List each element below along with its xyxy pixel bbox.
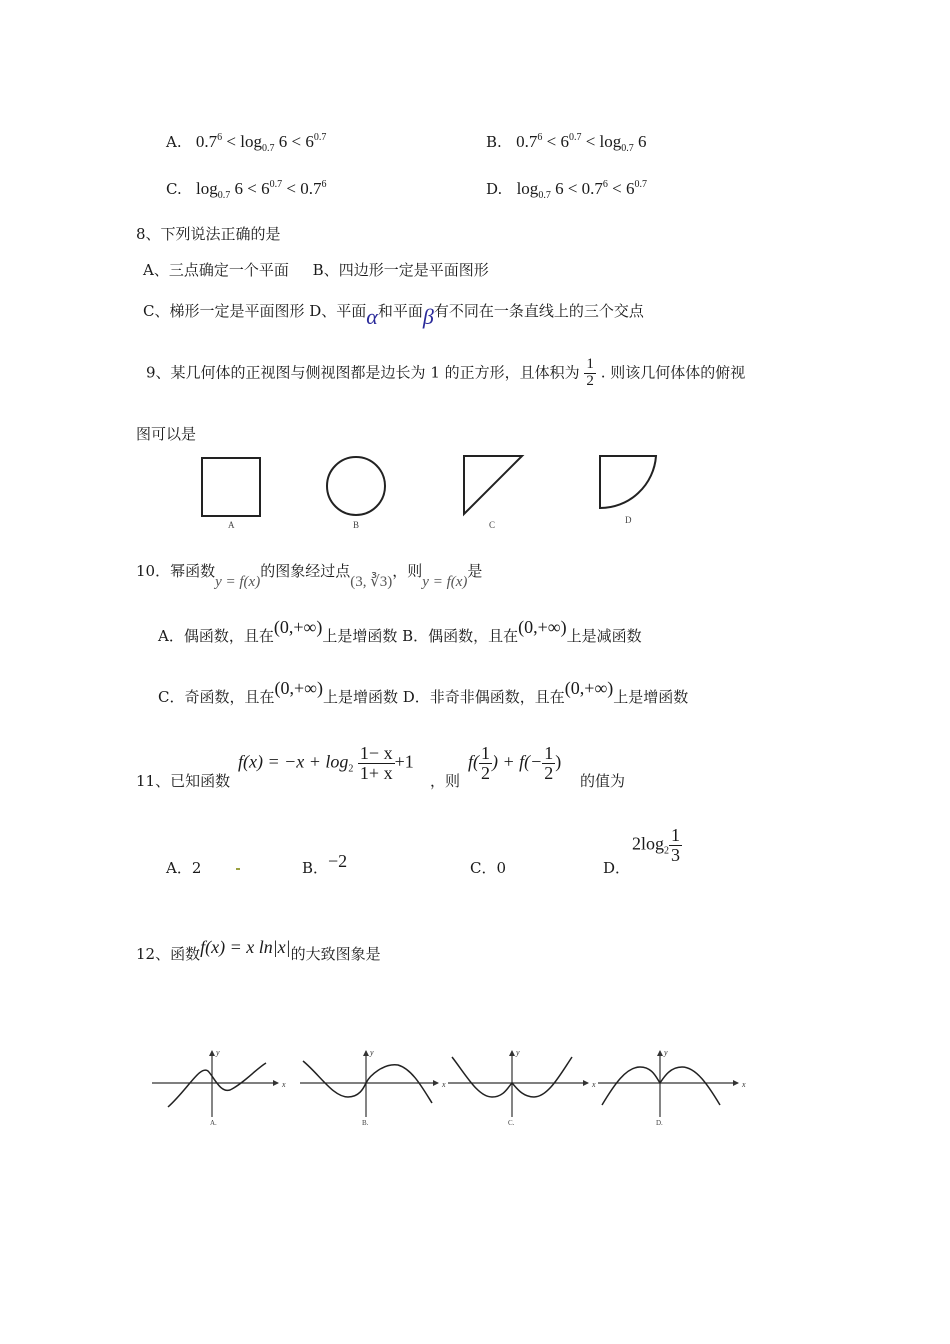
q10-function-2: y = f(x) xyxy=(422,574,468,590)
q10-interval-b: (0,+∞) xyxy=(518,617,567,637)
q12-d-y-label: y xyxy=(664,1048,668,1057)
q8-options-line1: A、三点确定一个平面 B、四边形一定是平面图形 xyxy=(143,261,489,279)
q10-point: (3, ∛3) xyxy=(350,574,393,590)
decorative-dot xyxy=(236,868,240,870)
q12-stem: 12、函数f(x) = x ln|x|的大致图象是 xyxy=(136,937,381,963)
q12-figure-c xyxy=(448,1048,596,1127)
q10-stem: 10．幂函数y = f(x)的图象经过点(3, ∛3)，则y = f(x)是 xyxy=(136,562,483,590)
q7-option-b: B. $0.7^6 < 6^{0.7} < \log_{0.7} 6$ xyxy=(486,132,647,154)
q7-option-a: A. $0.7^6 < \log_{0.7} 6 < 6^{0.7}$ xyxy=(166,132,327,154)
q11-option-b: B．−2 xyxy=(302,851,348,877)
q9-figure-b xyxy=(327,457,385,515)
q10-options-ab: A．偶函数，且在(0,+∞)上是增函数 B．偶函数，且在(0,+∞)上是减函数 xyxy=(158,617,642,645)
q11-stem-post: 的值为 xyxy=(580,772,626,790)
q9-figure-a xyxy=(202,458,260,516)
q9-top-view-figures xyxy=(190,448,670,533)
q12-b-x-label: x xyxy=(442,1080,446,1089)
q12-figure-a xyxy=(152,1048,286,1127)
q9-figure-c xyxy=(464,456,522,514)
q11-option-a: A．2 xyxy=(166,859,202,877)
q12-b-y-label: y xyxy=(370,1048,374,1057)
q10-interval-a: (0,+∞) xyxy=(273,617,323,637)
q11-evaluation: f( $\frac{1}{2}$ ) + f(− $\frac{1}{2}$ ) xyxy=(468,743,562,783)
q9-figure-c-label: C xyxy=(489,520,496,530)
q12-figure-c-label: C. xyxy=(508,1119,515,1127)
q9-figure-d-label: D xyxy=(625,515,632,525)
q10-function: y = f(x) xyxy=(215,574,261,590)
q12-figure-b xyxy=(300,1048,446,1127)
q12-figure-b-label: B. xyxy=(362,1119,369,1127)
q11-stem-pre: 11、已知函数 xyxy=(136,772,231,790)
q12-graph-figures xyxy=(148,1045,748,1130)
q8-stem: 8、下列说法正确的是 xyxy=(136,225,281,243)
q10-interval-d: (0,+∞) xyxy=(564,678,614,698)
q11-function: $f(x) = -x + \log_2$ $\frac{1- x}{1+ x}$ +1 xyxy=(238,743,414,783)
q11-option-d-label: D． xyxy=(603,859,631,877)
q12-function: f(x) = x ln|x| xyxy=(200,937,291,957)
q9-stem-line2: 图可以是 xyxy=(136,425,197,443)
q9-fraction: $\frac{1}{2}$ xyxy=(586,356,594,389)
q12-a-y-label: y xyxy=(216,1048,220,1057)
q7-option-d: D. $\log_{0.7} 6 < 0.7^6 < 6^{0.7}$ xyxy=(486,179,647,201)
q11-stem-mid: ，则 xyxy=(430,772,461,790)
q12-c-x-label: x xyxy=(592,1080,596,1089)
q9-stem: 9、某几何体的正视图与侧视图都是边长为 1 的正方形，且体积为 $\frac{1}{2}$ . 则该几何体体的俯视 xyxy=(146,356,746,389)
q9-figure-b-label: B xyxy=(353,520,360,530)
q8-options-line2: C、梯形一定是平面图形 D、平面α和平面β有不同在一条直线上的三个交点 xyxy=(143,302,644,329)
q7-option-c: C. $\log_{0.7} 6 < 6^{0.7} < 0.7^6$ xyxy=(166,179,327,201)
q11-option-d-value: $2\log_2$ $\frac{1}{3}$ xyxy=(632,825,681,865)
q11-option-c: C．0 xyxy=(470,859,507,877)
q10-options-cd: C．奇函数，且在(0,+∞)上是增函数 D．非奇非偶函数，且在(0,+∞)上是增函数 xyxy=(158,678,689,706)
q12-figure-d xyxy=(598,1048,746,1127)
q12-d-x-label: x xyxy=(742,1080,746,1089)
q12-figure-a-label: A. xyxy=(210,1119,217,1127)
q12-a-x-label: x xyxy=(282,1080,286,1089)
q10-interval-c: (0,+∞) xyxy=(274,678,323,698)
q9-figure-a-label: A xyxy=(228,520,235,530)
q12-c-y-label: y xyxy=(516,1048,520,1057)
q12-figure-d-label: D. xyxy=(656,1119,663,1127)
q9-figure-d xyxy=(600,456,656,508)
beta-symbol: β xyxy=(422,304,434,329)
alpha-symbol: α xyxy=(366,304,378,329)
